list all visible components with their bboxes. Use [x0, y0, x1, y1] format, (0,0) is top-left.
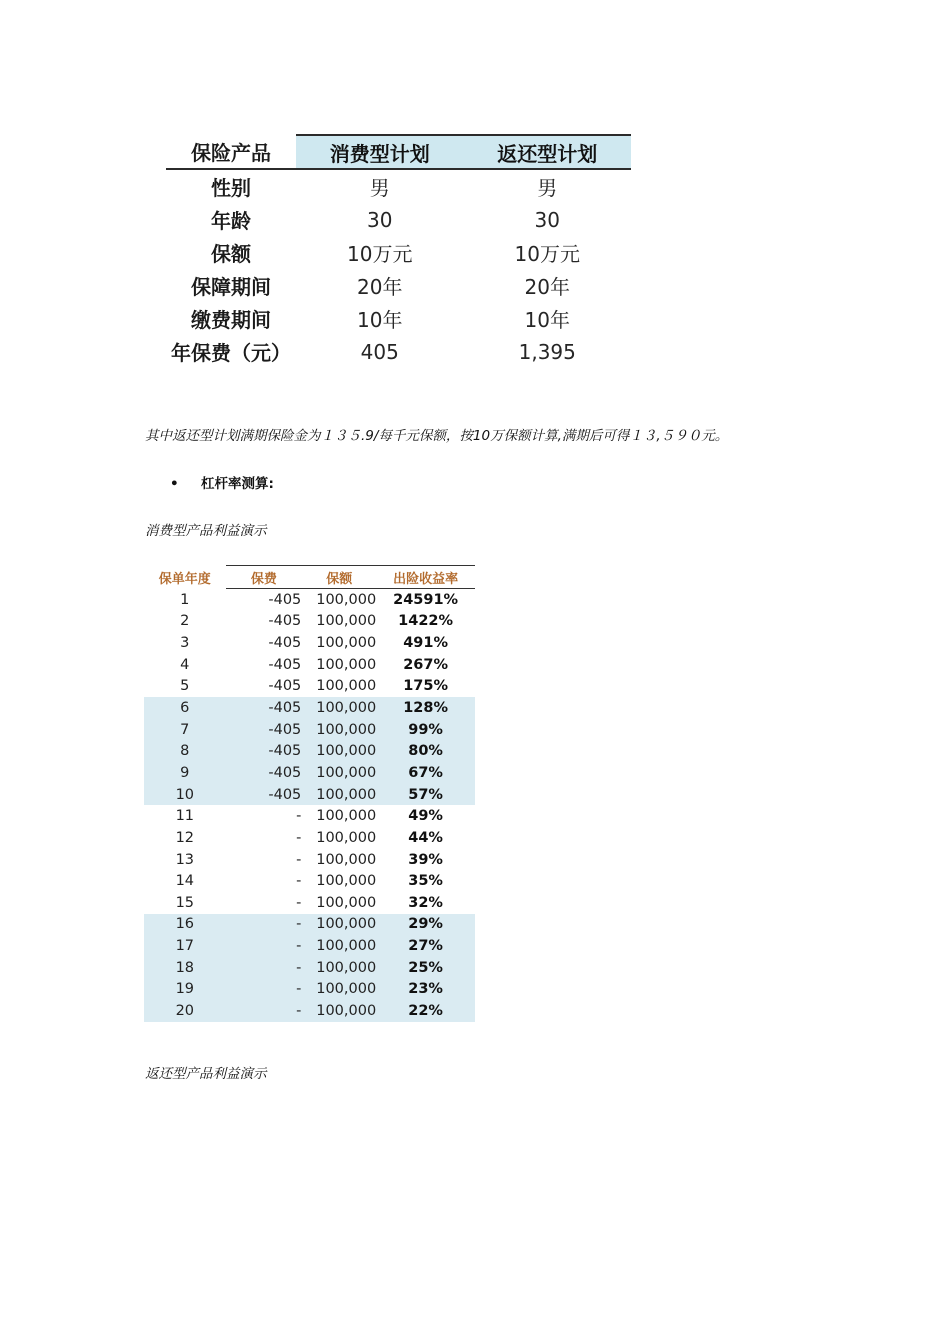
- premium-cell: -: [296, 873, 302, 890]
- claim-yield-cell: 128%: [376, 697, 475, 719]
- policy-year-cell: 9: [144, 762, 226, 784]
- comparison-return-value: 1,395: [518, 339, 576, 364]
- claim-yield-cell: 22%: [376, 1000, 475, 1022]
- sum-insured-cell: 100,000: [302, 719, 376, 741]
- table-row: [144, 784, 475, 806]
- comparison-return-value: 10年: [524, 308, 570, 332]
- premium-cell: -: [226, 914, 303, 936]
- sum-insured-cell: 100,000: [316, 678, 377, 695]
- comparison-return-value: 男: [537, 176, 558, 200]
- premium-cell: -405: [268, 613, 302, 630]
- premium-cell: -405: [226, 740, 303, 762]
- comparison-row: [166, 203, 631, 236]
- table-row: [144, 762, 475, 784]
- table-row: [144, 719, 475, 741]
- comparison-header-product: 保险产品: [166, 135, 296, 169]
- table-row: [144, 935, 475, 957]
- claim-yield-cell: 32%: [408, 894, 443, 911]
- claim-yield-cell: 80%: [376, 740, 475, 762]
- comparison-consumer-value: 30: [367, 207, 393, 232]
- sum-insured-cell: 100,000: [316, 873, 377, 890]
- policy-year-cell: 14: [175, 873, 195, 890]
- table-row: [144, 589, 475, 611]
- policy-year-cell: 15: [175, 894, 195, 911]
- comparison-row: [166, 169, 631, 203]
- table-row: [144, 740, 475, 762]
- policy-year-cell: 7: [144, 719, 226, 741]
- claim-yield-cell: 99%: [376, 719, 475, 741]
- policy-year-cell: 3: [180, 635, 190, 652]
- bullet-dot-icon: •: [170, 476, 179, 492]
- policy-year-cell: 18: [144, 957, 226, 979]
- sum-insured-cell: 100,000: [316, 656, 377, 673]
- sum-insured-cell: 100,000: [302, 697, 376, 719]
- policy-year-cell: 6: [144, 697, 226, 719]
- claim-yield-cell: 24591%: [393, 591, 459, 608]
- table-row: [144, 611, 475, 633]
- sum-insured-cell: 100,000: [316, 635, 377, 652]
- comparison-consumer-value: 10年: [357, 308, 403, 332]
- yield-body: [144, 589, 475, 1022]
- consumer-section-title: 消费型产品利益演示: [145, 523, 267, 539]
- premium-cell: -: [226, 957, 303, 979]
- sum-insured-cell: 100,000: [302, 914, 376, 936]
- comparison-consumer-value: 男: [369, 176, 390, 200]
- plan-comparison-table: [166, 134, 631, 368]
- premium-cell: -: [226, 979, 303, 1001]
- claim-yield-cell: 25%: [376, 957, 475, 979]
- comparison-body: [166, 169, 631, 368]
- sum-insured-cell: 100,000: [302, 762, 376, 784]
- claim-yield-cell: 29%: [376, 914, 475, 936]
- policy-year-cell: 4: [180, 656, 190, 673]
- policy-year-cell: 16: [144, 914, 226, 936]
- policy-year-cell: 19: [144, 979, 226, 1001]
- sum-insured-cell: 100,000: [316, 808, 377, 825]
- sum-insured-cell: 100,000: [302, 740, 376, 762]
- comparison-row: [166, 236, 631, 269]
- premium-cell: -405: [226, 784, 303, 806]
- table-row: [144, 827, 475, 849]
- claim-yield-cell: 39%: [408, 851, 443, 868]
- yield-header-rate: 出险收益率: [376, 566, 475, 589]
- table-row: [144, 1000, 475, 1022]
- sum-insured-cell: 100,000: [316, 851, 377, 868]
- claim-yield-cell: 267%: [403, 656, 448, 673]
- table-row: [144, 676, 475, 698]
- table-row: [144, 632, 475, 654]
- sum-insured-cell: 100,000: [302, 935, 376, 957]
- sum-insured-cell: 100,000: [316, 613, 377, 630]
- comparison-row: [166, 335, 631, 368]
- policy-year-cell: 10: [144, 784, 226, 806]
- claim-yield-cell: 35%: [408, 873, 443, 890]
- sum-insured-cell: 100,000: [302, 979, 376, 1001]
- comparison-row-label: 保障期间: [191, 275, 271, 299]
- comparison-row-label: 缴费期间: [191, 308, 271, 332]
- premium-cell: -405: [268, 591, 302, 608]
- table-row: [144, 892, 475, 914]
- premium-cell: -: [296, 851, 302, 868]
- yield-header-year: 保单年度: [158, 571, 211, 587]
- policy-year-cell: 1: [180, 591, 190, 608]
- table-row: [144, 849, 475, 871]
- policy-year-cell: 2: [180, 613, 190, 630]
- claim-yield-cell: 44%: [408, 829, 443, 846]
- policy-year-cell: 17: [144, 935, 226, 957]
- claim-yield-cell: 23%: [376, 979, 475, 1001]
- comparison-return-value: 30: [534, 207, 560, 232]
- sum-insured-cell: 100,000: [316, 829, 377, 846]
- comparison-header-row: [166, 135, 631, 169]
- table-row: [144, 654, 475, 676]
- premium-cell: -405: [268, 635, 302, 652]
- comparison-header-consumer-plan: 消费型计划: [296, 135, 464, 169]
- policy-year-cell: 8: [144, 740, 226, 762]
- premium-cell: -: [296, 808, 302, 825]
- claim-yield-cell: 27%: [376, 935, 475, 957]
- premium-cell: -405: [268, 656, 302, 673]
- table-row: [144, 914, 475, 936]
- premium-cell: -: [296, 894, 302, 911]
- premium-cell: -: [226, 935, 303, 957]
- policy-year-cell: 13: [175, 851, 195, 868]
- sum-insured-cell: 100,000: [302, 957, 376, 979]
- leverage-bullet: [170, 472, 274, 492]
- comparison-row: [166, 302, 631, 335]
- comparison-return-value: 10万元: [514, 242, 580, 266]
- comparison-header-return-plan: 返还型计划: [464, 135, 632, 169]
- sum-insured-cell: 100,000: [316, 894, 377, 911]
- premium-cell: -405: [226, 697, 303, 719]
- table-row: [144, 957, 475, 979]
- comparison-row: [166, 269, 631, 302]
- yield-header-amount: 保额: [302, 566, 376, 589]
- maturity-note: 其中返还型计划满期保险金为１３５.9/每千元保额，按10万保额计算,满期后可得１３,５９０元。: [145, 428, 729, 444]
- table-row: [144, 805, 475, 827]
- claim-yield-cell: 491%: [403, 635, 448, 652]
- consumer-yield-table: [144, 565, 475, 1022]
- claim-yield-cell: 57%: [376, 784, 475, 806]
- comparison-row-label: 年龄: [211, 209, 251, 233]
- yield-header-row: [144, 566, 475, 589]
- return-section-title: 返还型产品利益演示: [145, 1066, 267, 1082]
- yield-header-premium: 保费: [226, 566, 303, 589]
- comparison-row-label: 年保费（元）: [171, 341, 291, 365]
- table-row: [144, 697, 475, 719]
- premium-cell: -405: [268, 678, 302, 695]
- claim-yield-cell: 1422%: [398, 613, 454, 630]
- policy-year-cell: 20: [144, 1000, 226, 1022]
- table-row: [144, 979, 475, 1001]
- claim-yield-cell: 67%: [376, 762, 475, 784]
- sum-insured-cell: 100,000: [302, 784, 376, 806]
- policy-year-cell: 5: [180, 678, 190, 695]
- premium-cell: -405: [226, 719, 303, 741]
- comparison-row-label: 性别: [211, 176, 251, 200]
- claim-yield-cell: 49%: [408, 808, 443, 825]
- table-row: [144, 870, 475, 892]
- premium-cell: -405: [226, 762, 303, 784]
- leverage-bullet-text: 杠杆率测算:: [201, 476, 274, 492]
- premium-cell: -: [296, 829, 302, 846]
- policy-year-cell: 11: [175, 808, 195, 825]
- sum-insured-cell: 100,000: [302, 1000, 376, 1022]
- claim-yield-cell: 175%: [403, 678, 448, 695]
- comparison-consumer-value: 10万元: [347, 242, 413, 266]
- comparison-consumer-value: 405: [360, 339, 399, 364]
- premium-cell: -: [226, 1000, 303, 1022]
- comparison-consumer-value: 20年: [357, 275, 403, 299]
- sum-insured-cell: 100,000: [316, 591, 377, 608]
- comparison-return-value: 20年: [524, 275, 570, 299]
- comparison-row-label: 保额: [211, 242, 251, 266]
- policy-year-cell: 12: [175, 829, 195, 846]
